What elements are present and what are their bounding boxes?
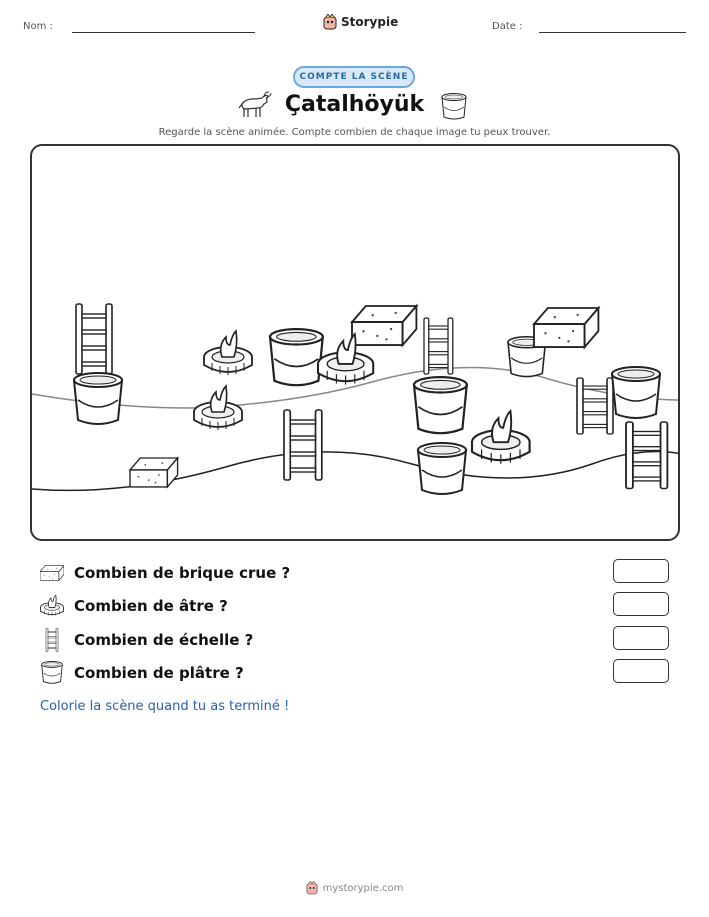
answer-box-brick[interactable] [613,559,669,583]
question-row-ladder [40,628,253,652]
instructions: Regarde la scène animée. Compte combien de chaque image tu peux trouver. [158,127,551,138]
question-text: Combien de âtre ? [74,597,228,615]
bucket-item [418,443,466,494]
bucket-item [612,367,660,418]
question-row-brick [40,561,290,585]
brand-logo [323,14,398,30]
answer-box-hearth[interactable] [613,592,669,616]
question-row-hearth [40,594,228,618]
ladder-icon [40,628,64,652]
brick-item [534,308,598,347]
ladder-item [626,422,667,489]
hearth-item [194,386,242,430]
name-field[interactable] [72,32,255,33]
color-instruction: Colorie la scène quand tu as terminé ! [40,699,290,714]
footer-url[interactable]: mystorypie.com [322,882,404,894]
brick-icon [40,564,64,582]
bucket-icon [40,661,64,685]
ladder-item [577,378,613,434]
ladder-item [284,410,322,480]
ladder-item [424,318,453,374]
question-text: Combien de brique crue ? [74,564,291,582]
scene-illustration [32,146,680,541]
counting-scene [30,144,680,541]
question-text: Combien de échelle ? [74,631,254,649]
date-field[interactable] [539,32,686,33]
bucket-item [270,329,323,385]
brick-item [130,458,178,487]
ladder-item [76,304,112,374]
bucket-item [414,377,467,433]
question-text: Combien de plâtre ? [74,664,244,682]
question-row-bucket [40,661,244,685]
storypie-footer-icon [306,881,318,895]
footer [0,881,709,895]
answer-box-ladder[interactable] [613,626,669,650]
page-title: Çatalhöyük [284,92,425,117]
brick-item [352,306,416,345]
plaster-bucket-icon [440,93,468,121]
answer-box-bucket[interactable] [613,659,669,683]
brand-name: Storypie [341,15,399,29]
hearth-item [472,411,530,464]
bull-icon [238,90,272,120]
date-label: Date : [492,21,523,32]
worksheet-type-badge: COMPTE LA SCÈNE [293,66,415,88]
bucket-item [74,373,122,424]
hearth-icon [40,595,64,617]
name-label: Nom : [23,21,53,32]
hearth-item [204,331,252,375]
storypie-logo-icon [323,14,337,30]
